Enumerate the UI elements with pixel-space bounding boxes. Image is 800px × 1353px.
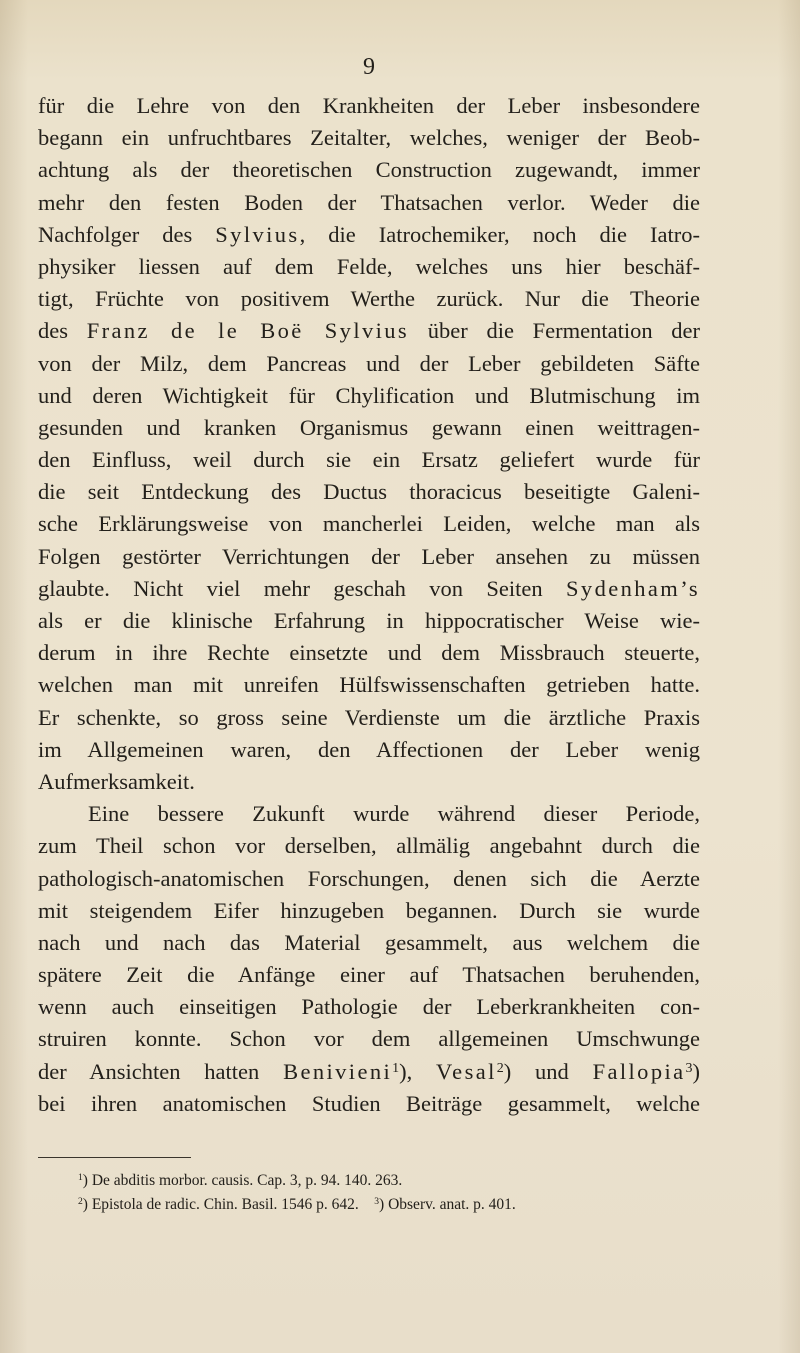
text-line: nach und nach das Material gesammelt, aus welchem die [38,929,700,955]
footnote-ref: 1 [392,1060,400,1076]
text-line: mit steigendem Eifer hinzugeben begannen. Durch sie wurde [38,897,700,923]
text-line: als er die klinische Erfahrung in hippocratischer Weise wie- [38,608,700,633]
footnotes [78,1169,678,1217]
text-line: die seit Entdeckung des Ductus thoracicus beseitigte Galeni- [38,479,700,505]
text-line: bei ihren anatomischen Studien Beiträge gesammelt, welche [38,1090,700,1116]
text-line: spätere Zeit die Anfänge einer auf Thatsachen beruhenden, [38,962,700,988]
text-line: Nachfolger des Sylvius, die Iatrochemiker, noch die Iatro- [38,221,700,247]
footnote-ref: 3 [685,1060,693,1076]
footnote-ref: 2 [496,1060,504,1076]
person-name: Vesal [436,1058,497,1084]
text-line: glaubte. Nicht viel mehr geschah von Seiten Sydenham’s [38,575,700,601]
footnote-divider [38,1157,191,1158]
text-line: Eine bessere Zukunft wurde während dieser Periode, [88,801,700,827]
text-line: Er schenkte, so gross seine Verdienste um die ärztliche Praxis [38,704,700,730]
text-line: gesunden und kranken Organismus gewann einen weittragen- [38,414,700,440]
footnote: $^2$) Epistola de radic. Chin. Basil. 1546 p. 642. $^3$) Observ. anat. p. 401. [78,1196,516,1213]
person-name: Benivieni [283,1058,393,1084]
text-line: wenn auch einseitigen Pathologie der Leberkrankheiten con- [38,994,700,1020]
text-line: im Allgemeinen waren, den Affectionen der Leber wenig [38,736,700,762]
text-line: physiker liessen auf dem Felde, welches uns hier beschäf- [38,253,700,279]
text-line: und deren Wichtigkeit für Chylification und Blutmischung im [38,382,700,408]
text-line: tigt, Früchte von positivem Werthe zurück. Nur die Theorie [38,286,700,312]
person-name: Fallopia [592,1058,686,1084]
text-line: Aufmerksamkeit. [38,768,195,794]
text-line: der Ansichten hatten Benivieni$^1$), Vesal$^2$) und Fallopia$^3$) [38,1058,700,1084]
text-line: achtung als der theoretischen Construction zugewandt, immer [38,157,700,183]
text-line: zum Theil schon vor derselben, allmälig angebahnt durch die [38,833,700,859]
text-line: struiren konnte. Schon vor dem allgemeinen Umschwunge [38,1026,700,1052]
text-line: sche Erklärungsweise von mancherlei Leiden, welche man als [38,511,700,537]
footnote-mark: 1 [78,1172,83,1184]
footnote: $^1$) De abditis morbor. causis. Cap. 3, p. 94. 140. 263. [78,1172,403,1189]
text-line: welchen man mit unreifen Hülfswissenschaften getrieben hatte. [38,672,700,698]
text-line: des Franz de le Boë Sylvius über die Fermentation der [38,318,700,344]
text-line: für die Lehre von den Krankheiten der Leber insbesondere [38,93,700,118]
person-name: Sylvius [215,221,300,247]
body-text [38,90,700,1120]
text-line: derum in ihre Rechte einsetzte und dem Missbrauch steuerte, [38,640,700,666]
text-line: Folgen gestörter Verrichtungen der Leber ansehen zu müssen [38,543,700,569]
footnote-mark: 3 [374,1196,380,1208]
person-name: Franz de le Boë Sylvius [86,318,410,344]
page-number: 9 [363,54,375,80]
person-name: Sydenham’s [566,575,700,601]
text-line: pathologisch-anatomischen Forschungen, denen sich die Aerzte [38,865,700,891]
text-line: den Einfluss, weil durch sie ein Ersatz geliefert wurde für [38,447,700,473]
footnote-mark: 2 [78,1196,83,1208]
text-line: von der Milz, dem Pancreas und der Leber gebildeten Säfte [38,350,700,376]
text-line: mehr den festen Boden der Thatsachen verlor. Weder die [38,189,700,215]
text-line: begann ein unfruchtbares Zeitalter, welches, weniger der Beob- [38,125,700,151]
